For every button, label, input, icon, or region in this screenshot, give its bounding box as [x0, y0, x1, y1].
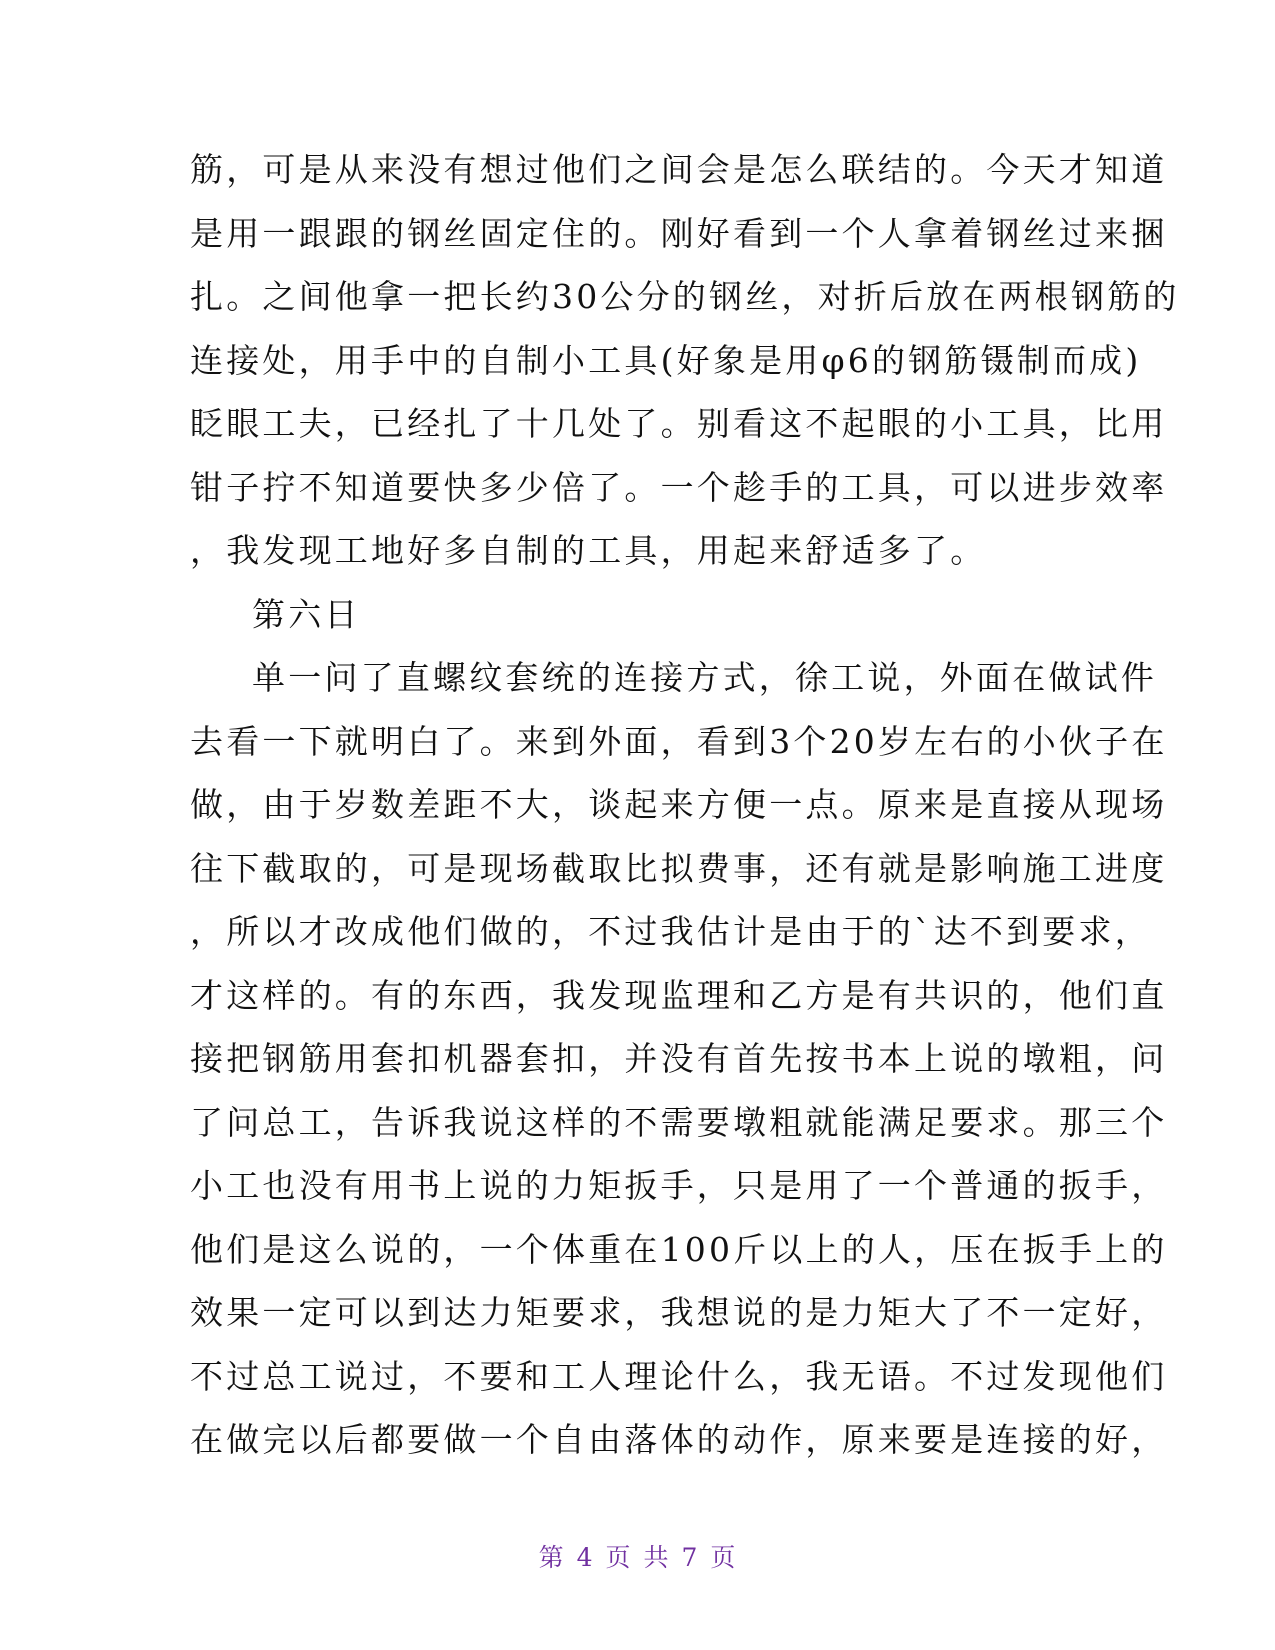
footer-page-number: 4 [576, 1543, 594, 1572]
text-line: 连接处，用手中的自制小工具(好象是用φ6的钢筋镊制而成) [190, 340, 1142, 380]
text-line: 他们是这么说的，一个体重在100斤以上的人，压在扳手上的 [190, 1229, 1168, 1269]
text-line: 眨眼工夫，已经扎了十几处了。别看这不起眼的小工具，比用 [190, 404, 1168, 443]
text-line: 在做完以后都要做一个自由落体的动作，原来要是连接的好， [190, 1420, 1168, 1459]
text-line: 钳子拧不知道要快多少倍了。一个趁手的工具，可以进步效率 [190, 467, 1168, 507]
text-line: 扎。之间他拿一把长约30公分的钢丝，对折后放在两根钢筋的 [190, 277, 1180, 316]
footer-suffix: 页 [710, 1543, 737, 1572]
text-line: ，我发现工地好多自制的工具，用起来舒适多了。 [190, 531, 987, 570]
page-footer [0, 1538, 1275, 1574]
text-line: 了问总工，告诉我说这样的不需要墩粗就能满足要求。那三个 [190, 1102, 1168, 1142]
text-line: ，所以才改成他们做的，不过我估计是由于的`达不到要求， [190, 912, 1151, 951]
text-line: 单一问了直螺纹套统的连接方式，徐工说，外面在做试件 [252, 658, 1157, 697]
text-line: 才这样的。有的东西，我发现监理和乙方是有共识的，他们直 [190, 975, 1168, 1015]
text-line: 效果一定可以到达力矩要求，我想说的是力矩大了不一定好， [190, 1293, 1168, 1332]
footer-prefix: 第 [538, 1543, 565, 1572]
footer-total-pages: 7 [681, 1543, 699, 1572]
footer-total-prefix: 共 [643, 1543, 670, 1572]
text-line: 往下截取的，可是现场截取比拟费事，还有就是影响施工进度 [190, 848, 1168, 888]
section-heading: 第六日 [252, 594, 361, 634]
text-line: 不过总工说过，不要和工人理论什么，我无语。不过发现他们 [190, 1356, 1168, 1396]
text-line: 小工也没有用书上说的力矩扳手，只是用了一个普通的扳手， [190, 1166, 1168, 1205]
body-text [190, 138, 1180, 1472]
text-line: 做，由于岁数差距不大，谈起来方便一点。原来是直接从现场 [190, 785, 1168, 824]
footer-page-label: 页 [605, 1543, 632, 1572]
text-line: 去看一下就明白了。来到外面，看到3个20岁左右的小伙子在 [190, 721, 1168, 761]
text-line: 接把钢筋用套扣机器套扣，并没有首先按书本上说的墩粗，问 [190, 1039, 1168, 1078]
text-line: 筋，可是从来没有想过他们之间会是怎么联结的。今天才知道 [190, 150, 1168, 189]
text-line: 是用一跟跟的钢丝固定住的。刚好看到一个人拿着钢丝过来捆 [190, 213, 1168, 253]
